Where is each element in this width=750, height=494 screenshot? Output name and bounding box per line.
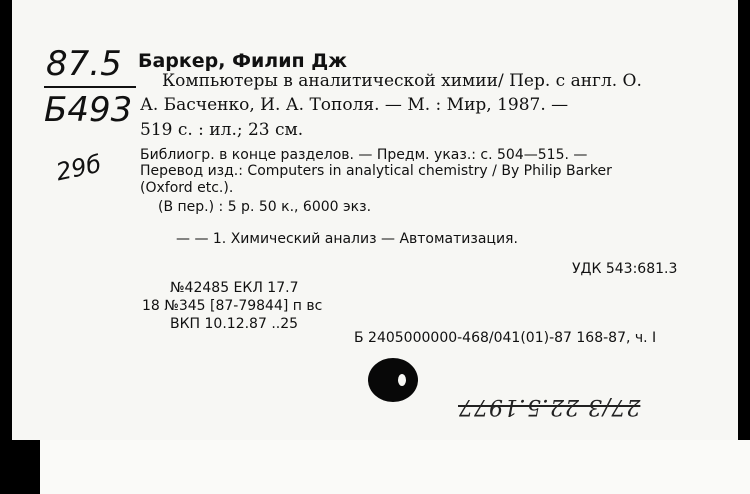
title-line-2: А. Басченко, И. А. Тополя. — М. : Мир, 1987. — xyxy=(140,95,569,115)
punch-hole xyxy=(368,358,418,402)
record-line-1: №42485 ЕКЛ 17.7 xyxy=(170,280,299,296)
udk-code: УДК 543:681.3 xyxy=(572,261,678,277)
record-line-2: 18 №345 [87-79844] п вс xyxy=(142,298,323,314)
price-line: (В пер.) : 5 р. 50 к., 6000 экз. xyxy=(158,199,372,215)
shelf-mark-top: 87.5 xyxy=(46,44,122,84)
notes-line-1: Библиогр. в конце разделов. — Предм. указ.: с. 504—515. — xyxy=(140,147,588,163)
subject-heading: — — 1. Химический анализ — Автоматизация. xyxy=(176,231,518,247)
shelf-mark-divider xyxy=(44,86,136,88)
inventory-stamp: 27/3 22.5.1977 xyxy=(458,394,641,419)
notes-line-2: Перевод изд.: Computers in analytical chemistry / By Philip Barker xyxy=(140,163,612,179)
scan-border-bottom xyxy=(0,440,40,494)
card-bottom-edge xyxy=(40,440,750,494)
notes-line-3: (Oxford etc.). xyxy=(140,180,234,196)
scan-border-right xyxy=(738,0,750,494)
title-line-1: Компьютеры в аналитической химии/ Пер. с англ. О. xyxy=(162,71,642,91)
record-line-3: ВКП 10.12.87 ..25 xyxy=(170,316,299,332)
scan-border-left xyxy=(0,0,12,494)
title-line-3: 519 с. : ил.; 23 см. xyxy=(140,120,304,140)
shelf-mark-bottom: Б493 xyxy=(44,90,133,130)
margin-note: 29б xyxy=(53,149,104,187)
author-heading: Баркер, Филип Дж xyxy=(138,50,348,72)
isbn-line: Б 2405000000-468/041(01)-87 168-87, ч. I xyxy=(354,330,657,346)
